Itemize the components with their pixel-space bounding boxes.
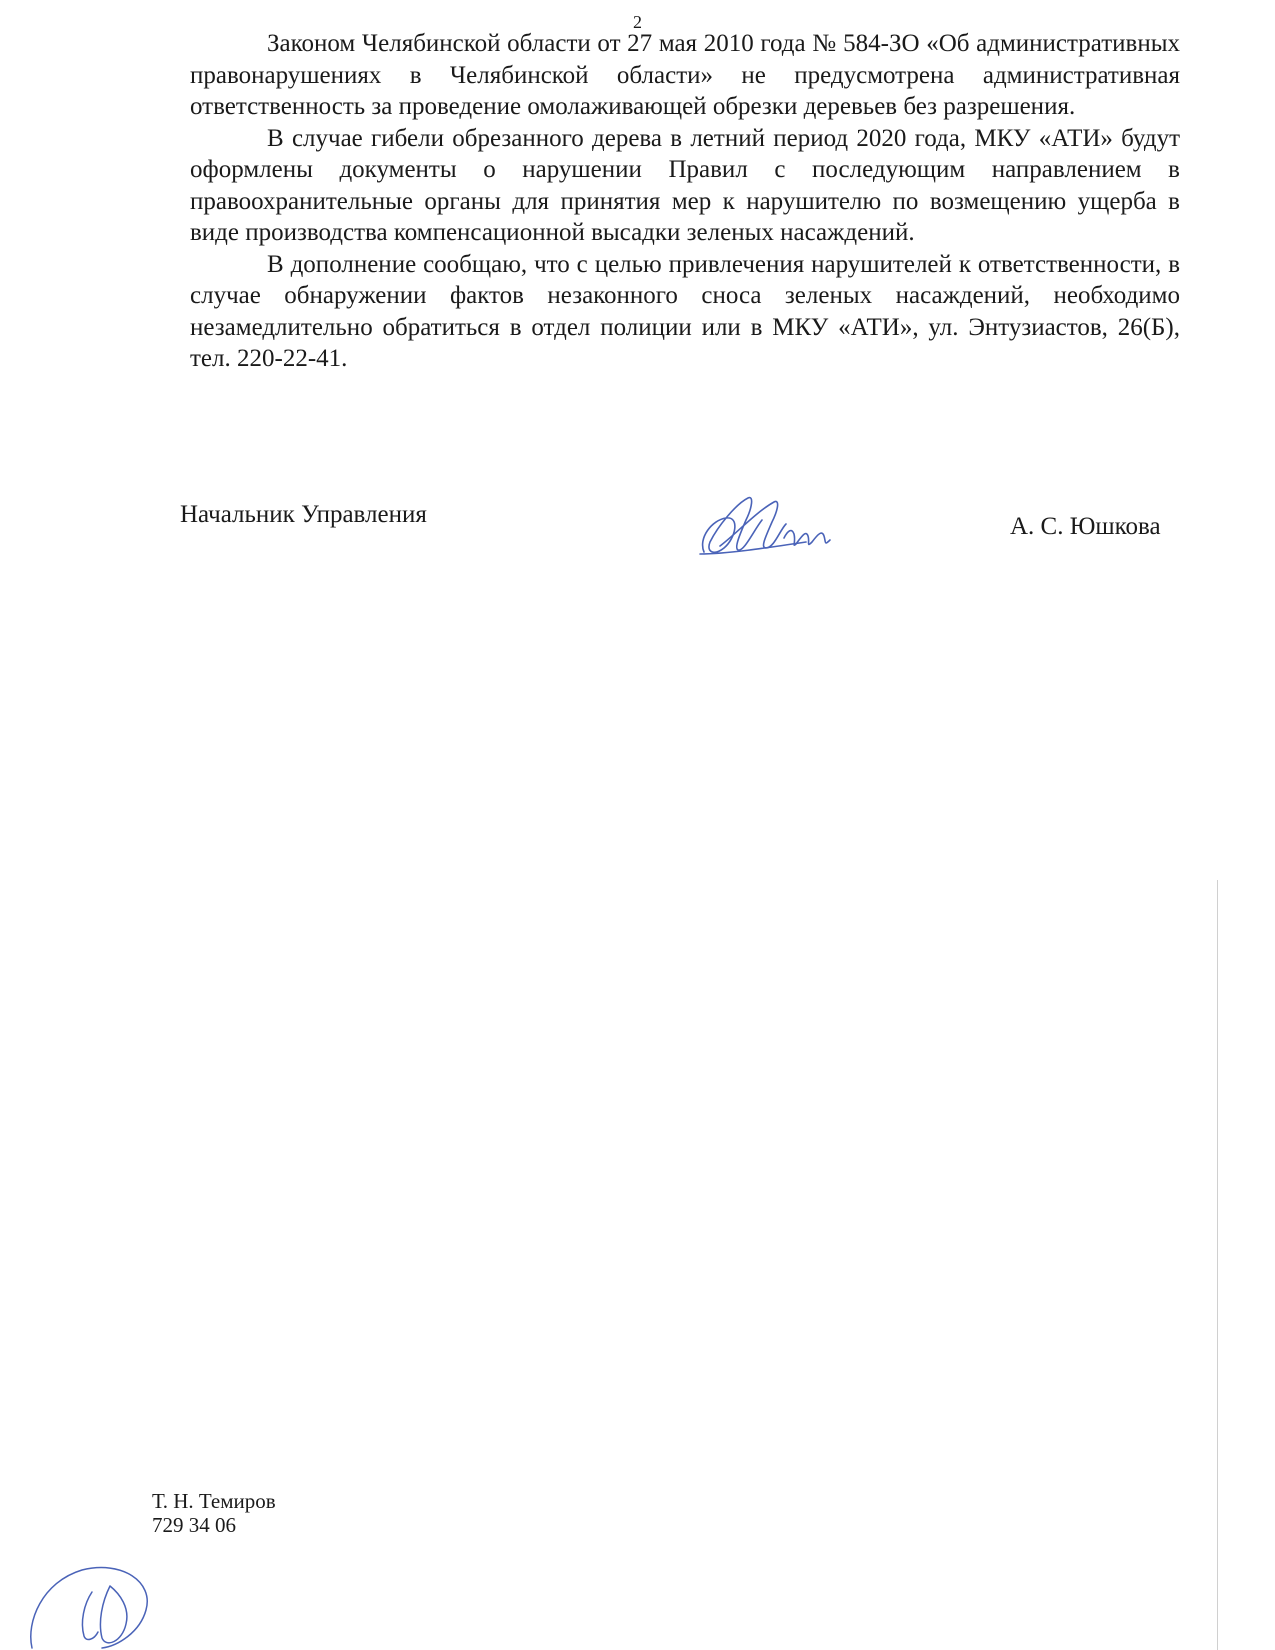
letter-body [190,28,1180,375]
signatory-name: А. С. Юшкова [1010,513,1161,540]
scan-edge-line [1217,880,1218,1650]
paragraph-additional-info: В дополнение сообщаю, что с целью привлечения нарушителей к ответственности, в случае обнаружении фактов незаконного сноса зеленых насаждений, необходимо незамедлительно обратиться в отдел полиции или в МКУ «АТИ», ул. Энтузиастов, 26(Б), тел. 220-22-41. [190,250,1180,372]
executor-phone: 729 34 06 [152,1513,236,1537]
paragraph-law-reference: Законом Челябинской области от 27 мая 2010 года № 584-ЗО «Об административных правонарушениях в Челябинской области» не предусмотрена административная ответственность за проведение омолаживающей обрезки деревьев без разрешения. [190,30,1180,120]
paragraph-tree-death: В случае гибели обрезанного дерева в летний период 2020 года, МКУ «АТИ» будут оформлены документы о нарушении Правил с последующим направлением в правоохранительные органы для принятия мер к нарушителю по возмещению ущерба в виде производства компенсационной высадки зеленых насаждений. [190,124,1180,246]
handwritten-initials [22,1552,162,1650]
signatory-title: Начальник Управления [180,501,427,528]
handwritten-signature [696,490,856,580]
page-number: 2 [633,12,642,32]
executor-name: Т. Н. Темиров [152,1489,276,1513]
